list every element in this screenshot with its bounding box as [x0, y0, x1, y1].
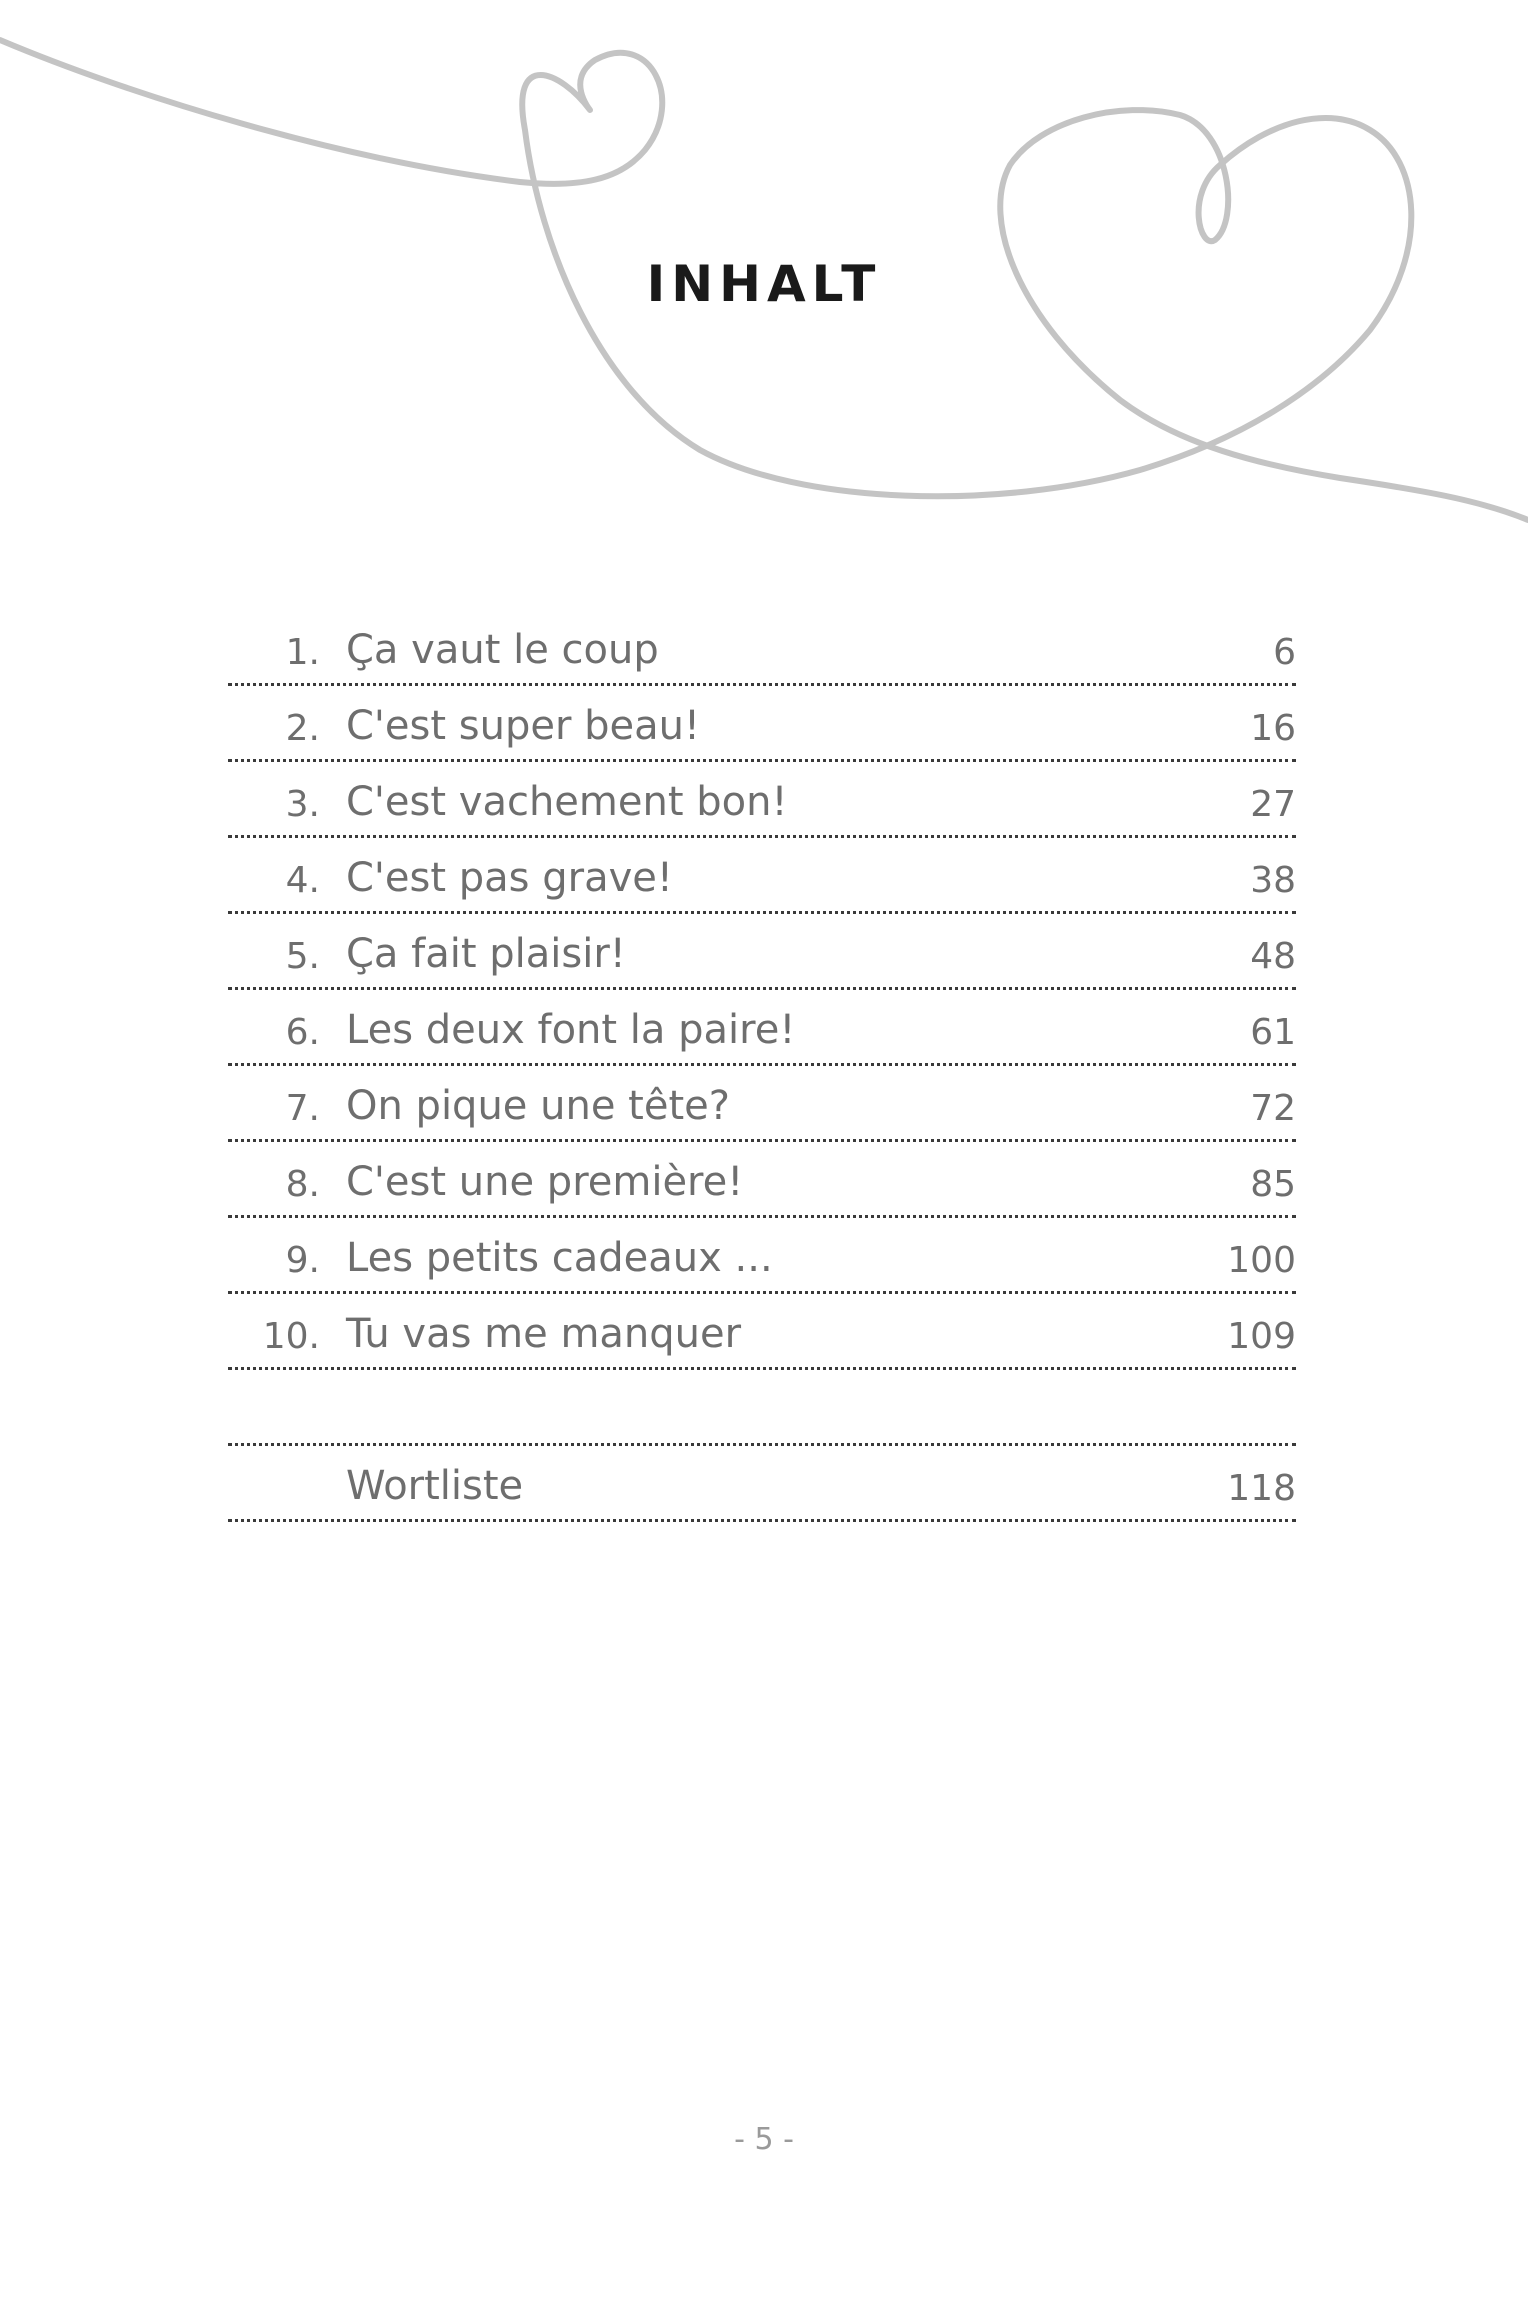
toc-entry-title: Les petits cadeaux ...	[346, 1235, 773, 1281]
page-title: INHALT	[646, 255, 882, 313]
toc-entry-page: 118	[1227, 1468, 1296, 1509]
toc-entry[interactable]	[228, 914, 1296, 990]
toc-entry-number: 1.	[285, 632, 320, 673]
toc-entry-page: 61	[1250, 1012, 1296, 1053]
toc-entry-title: Les deux font la paire!	[346, 1007, 796, 1053]
toc-entry-page: 85	[1250, 1164, 1296, 1205]
table-of-contents	[228, 610, 1296, 1522]
page-number: - 5 -	[734, 2122, 794, 2157]
toc-entry[interactable]	[228, 1218, 1296, 1294]
toc-entry-title: C'est pas grave!	[346, 855, 673, 901]
toc-entry-appendix[interactable]	[228, 1446, 1296, 1522]
toc-entry-title: On pique une tête?	[346, 1083, 730, 1129]
toc-entry-number: 7.	[285, 1088, 320, 1129]
toc-entry-page: 6	[1273, 632, 1296, 673]
toc-entry[interactable]	[228, 838, 1296, 914]
toc-entry[interactable]	[228, 1294, 1296, 1370]
toc-entry-number: 4.	[285, 860, 320, 901]
toc-entry-page: 72	[1250, 1088, 1296, 1129]
toc-entry-title: Tu vas me manquer	[346, 1311, 742, 1357]
toc-entry[interactable]	[228, 686, 1296, 762]
toc-entry[interactable]	[228, 610, 1296, 686]
toc-entry-title: C'est une première!	[346, 1159, 744, 1205]
toc-entry-title: Ça vaut le coup	[346, 627, 659, 673]
toc-entry-page: 16	[1250, 708, 1296, 749]
toc-entry-number: 8.	[285, 1164, 320, 1205]
toc-entry-number: 9.	[285, 1240, 320, 1281]
toc-entry[interactable]	[228, 990, 1296, 1066]
toc-entry-title: C'est super beau!	[346, 703, 701, 749]
toc-entry-number: 3.	[285, 784, 320, 825]
toc-entry[interactable]	[228, 1142, 1296, 1218]
toc-entry-page: 100	[1227, 1240, 1296, 1281]
toc-entry-page: 48	[1250, 936, 1296, 977]
toc-entry-number: 5.	[285, 936, 320, 977]
toc-entry[interactable]	[228, 1066, 1296, 1142]
toc-entry-number: 6.	[285, 1012, 320, 1053]
toc-entry[interactable]	[228, 762, 1296, 838]
toc-entry-number: 2.	[285, 708, 320, 749]
toc-entry-title: C'est vachement bon!	[346, 779, 788, 825]
toc-entry-page: 38	[1250, 860, 1296, 901]
toc-entry-number: 10.	[262, 1316, 320, 1357]
toc-entry-page: 27	[1250, 784, 1296, 825]
toc-entry-title: Wortliste	[346, 1463, 524, 1509]
toc-entry-title: Ça fait plaisir!	[346, 931, 626, 977]
toc-divider	[228, 1370, 1296, 1446]
toc-entry-page: 109	[1227, 1316, 1296, 1357]
